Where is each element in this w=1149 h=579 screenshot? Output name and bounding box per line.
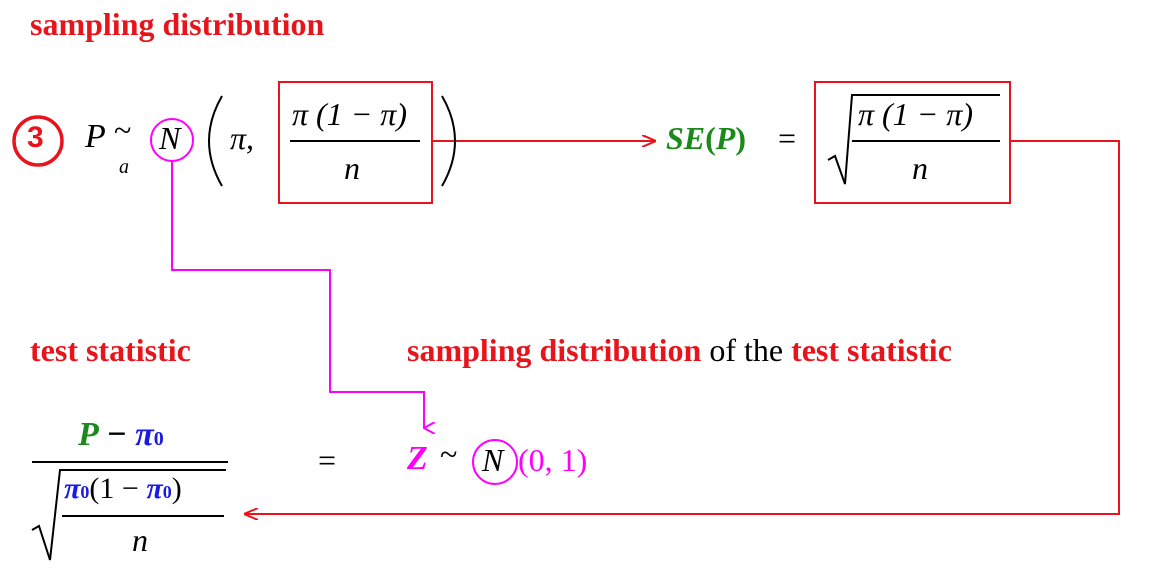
se-label: SE(P) — [666, 120, 746, 156]
variance-denominator: n — [344, 150, 360, 186]
test-statistic-inner-numerator: π0(1 − π0) — [64, 472, 182, 505]
se-numerator: π (1 − π) — [858, 96, 973, 132]
variance-numerator: π (1 − π) — [292, 96, 407, 132]
symbol-N-bottom: N — [482, 442, 504, 478]
symbol-N-top: N — [159, 120, 181, 156]
step-number: 3 — [27, 121, 44, 154]
symbol-tilde-top: ~ — [114, 112, 132, 148]
heading-sampling-distribution: sampling distribution — [30, 6, 325, 42]
normal-params: (0, 1) — [518, 442, 588, 478]
heading-sd-of-test-statistic: sampling distribution of the test statistic — [407, 332, 952, 368]
symbol-P: P — [85, 118, 106, 155]
arrow-normal-link — [172, 160, 424, 425]
heading-test-statistic: test statistic — [30, 332, 191, 368]
symbol-a-subscript: a — [119, 156, 129, 178]
symbol-Z: Z — [407, 440, 428, 477]
bottom-equals: = — [318, 442, 337, 478]
symbol-pi: π, — [230, 120, 255, 156]
test-statistic-numerator: P − π0 — [78, 416, 164, 453]
se-equals: = — [778, 120, 797, 156]
se-denominator: n — [912, 150, 928, 186]
arrow-se-to-test-statistic — [245, 141, 1119, 514]
symbol-tilde-bottom: ~ — [440, 436, 458, 472]
test-statistic-inner-denominator: n — [132, 522, 148, 558]
left-paren — [209, 96, 222, 186]
